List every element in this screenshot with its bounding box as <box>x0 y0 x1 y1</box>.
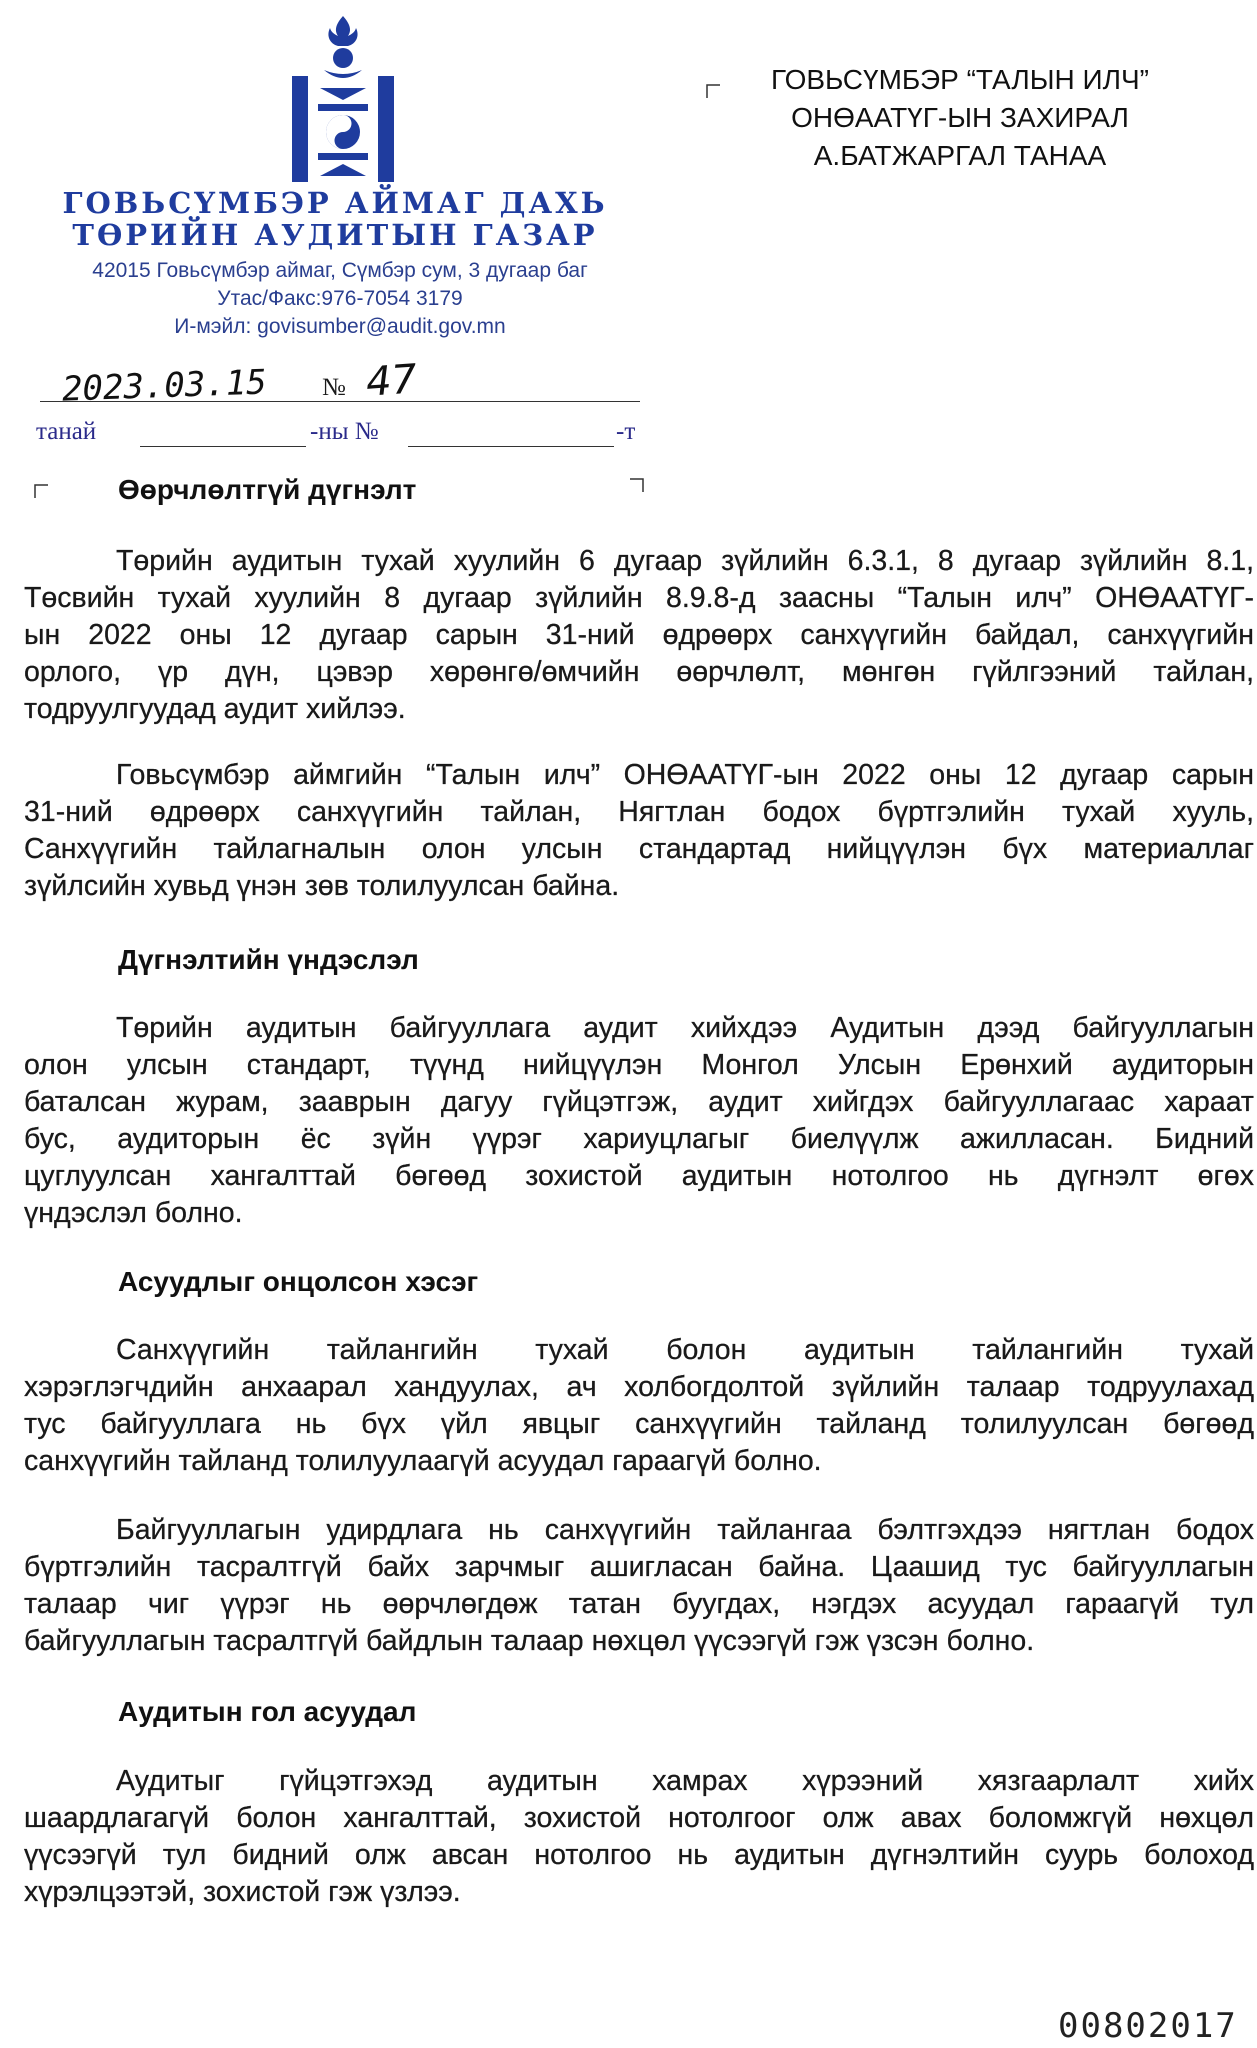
addressee-line1: ГОВЬСҮМБЭР “ТАЛЫН ИЛЧ” <box>771 64 1149 95</box>
letter-date: 2023.03.15 <box>61 362 268 410</box>
corner-mark-icon <box>706 84 720 98</box>
corner-mark-icon <box>630 478 644 492</box>
paragraph-line: олон улсын стандарт, түүнд нийцүүлэн Монгол Улсын Ерөнхий аудиторын <box>24 1049 1254 1081</box>
section-heading: Асуудлыг онцолсон хэсэг <box>118 1266 479 1297</box>
addressee-line3: А.БАТЖАРГАЛ ТАНАА <box>813 140 1107 171</box>
paragraph <box>24 543 1254 728</box>
section-heading: Аудитын гол асуудал <box>118 1696 417 1727</box>
paragraph-line: санхүүгийн тайланд толилуулаагүй асуудал гараагүй болно. <box>24 1445 822 1477</box>
reference-middle: -ны № <box>310 418 379 445</box>
paragraph-line: хүрэлцээтэй, зохистой гэж үзлээ. <box>24 1876 461 1908</box>
paragraph <box>24 1332 1254 1480</box>
sender-address: 42015 Говьсүмбэр аймаг, Сүмбэр сум, 3 дугаар баг <box>92 259 588 282</box>
reference-blank-1 <box>140 444 306 447</box>
section-heading: Өөрчлөлтгүй дүгнэлт <box>118 474 417 505</box>
date-underline <box>40 398 640 402</box>
paragraph-line: тус байгууллага нь бүх үйл явцыг санхүүгийн тайланд толилуулсан бөгөөд <box>24 1408 1254 1440</box>
paragraph-line: Төсвийн тухай хуулийн 8 дугаар зүйлийн 8.9.8-д заасны “Талын илч” ОНӨААТҮГ- <box>24 582 1254 614</box>
paragraph-line: Төрийн аудитын тухай хуулийн 6 дугаар зүйлийн 6.3.1, 8 дугаар зүйлийн 8.1, <box>116 545 1254 577</box>
addressee-line2: ОНӨААТҮГ-ЫН ЗАХИРАЛ <box>791 102 1129 133</box>
paragraph <box>24 1763 1254 1911</box>
sender-phone: Утас/Факс:976-7054 3179 <box>217 287 463 310</box>
paragraph-line: цуглуулсан хангалттай бөгөөд зохистой аудитын нотолгоо нь дүгнэлт өгөх <box>24 1160 1254 1192</box>
sender-email: И-мэйл: govisumber@audit.gov.mn <box>174 315 506 338</box>
paragraph-line: шаардлагагүй болон хангалттай, зохистой нотолгоог олж авах боломжгүй нөхцөл <box>24 1802 1254 1834</box>
paragraph-line: баталсан журам, зааврын дагуу гүйцэтгэж, аудит хийгдэх байгууллагаас хараат <box>24 1086 1254 1118</box>
paragraph <box>24 1010 1254 1232</box>
paragraph-line: Говьсүмбэр аймгийн “Талын илч” ОНӨААТҮГ-ын 2022 оны 12 дугаар сарын <box>116 759 1254 791</box>
sender-org-name-line1: ГОВЬСҮМБЭР АЙМАГ ДАХЬ <box>62 186 608 220</box>
paragraph-line: үндэслэл болно. <box>24 1197 243 1229</box>
paragraph-line: бус, аудиторын ёс зүйн үүрэг хариуцлагыг биелүүлж ажилласан. Бидний <box>24 1123 1254 1155</box>
paragraph-line: Төрийн аудитын байгууллага аудит хийхдээ Аудитын дээд байгууллагын <box>116 1012 1254 1044</box>
paragraph <box>24 757 1254 905</box>
paragraph-line: талаар чиг үүрэг нь өөрчлөгдөж татан буугдах, нэгдэх асуудал гараагүй тул <box>24 1588 1254 1620</box>
paragraph-line: 31-ний өдрөөрх санхүүгийн тайлан, Нягтлан бодох бүртгэлийн тухай хууль, <box>24 796 1254 828</box>
sender-org-name-line2: ТӨРИЙН АУДИТЫН ГАЗАР <box>72 218 598 252</box>
reference-prefix: танай <box>36 418 97 445</box>
paragraph-line: орлого, үр дүн, цэвэр хөрөнгө/өмчийн өөрчлөлт, мөнгөн гүйлгээний тайлан, <box>24 656 1254 688</box>
reference-suffix: -т <box>616 418 636 445</box>
letter-number: 47 <box>364 356 419 406</box>
paragraph-line: байгууллагын тасралтгүй байдлын талаар нөхцөл үүсээгүй гэж үзсэн болно. <box>24 1625 1035 1657</box>
paragraph-line: Санхүүгийн тайлангийн тухай болон аудитын тайлангийн тухай <box>116 1334 1254 1366</box>
paragraph-line: ын 2022 оны 12 дугаар сарын 31-ний өдрөөрх санхүүгийн байдал, санхүүгийн <box>24 619 1254 651</box>
document-serial-number: 00802017 <box>1058 2006 1238 2046</box>
reference-blank-2 <box>408 444 614 447</box>
soyombo-emblem-icon <box>284 14 402 186</box>
paragraph-line: хэрэглэгчдийн анхаарал хандуулах, ач холбогдолтой зүйлийн талаар тодруулахад <box>24 1371 1254 1403</box>
paragraph-line: Санхүүгийн тайлагналын олон улсын стандартад нийцүүлэн бүх материаллаг <box>24 833 1254 865</box>
paragraph-line: зүйлсийн хувьд үнэн зөв толилуулсан байна. <box>24 870 620 902</box>
paragraph-line: бүртгэлийн тасралтгүй байх зарчмыг ашигласан байна. Цаашид тус байгууллагын <box>24 1551 1254 1583</box>
paragraph-line: тодруулгуудад аудит хийлээ. <box>24 693 406 725</box>
paragraph-line: Байгууллагын удирдлага нь санхүүгийн тайлангаа бэлтгэхдээ нягтлан бодох <box>116 1514 1254 1546</box>
section-heading: Дүгнэлтийн үндэслэл <box>118 944 419 975</box>
letter-number-label: № <box>322 374 346 401</box>
paragraph <box>24 1512 1254 1660</box>
paragraph-line: Аудитыг гүйцэтгэхэд аудитын хамрах хүрээний хязгаарлалт хийх <box>116 1765 1254 1797</box>
paragraph-line: үүсээгүй тул бидний олж авсан нотолгоо нь аудитын дүгнэлтийн суурь болоход <box>24 1839 1254 1871</box>
corner-mark-icon <box>34 484 48 498</box>
